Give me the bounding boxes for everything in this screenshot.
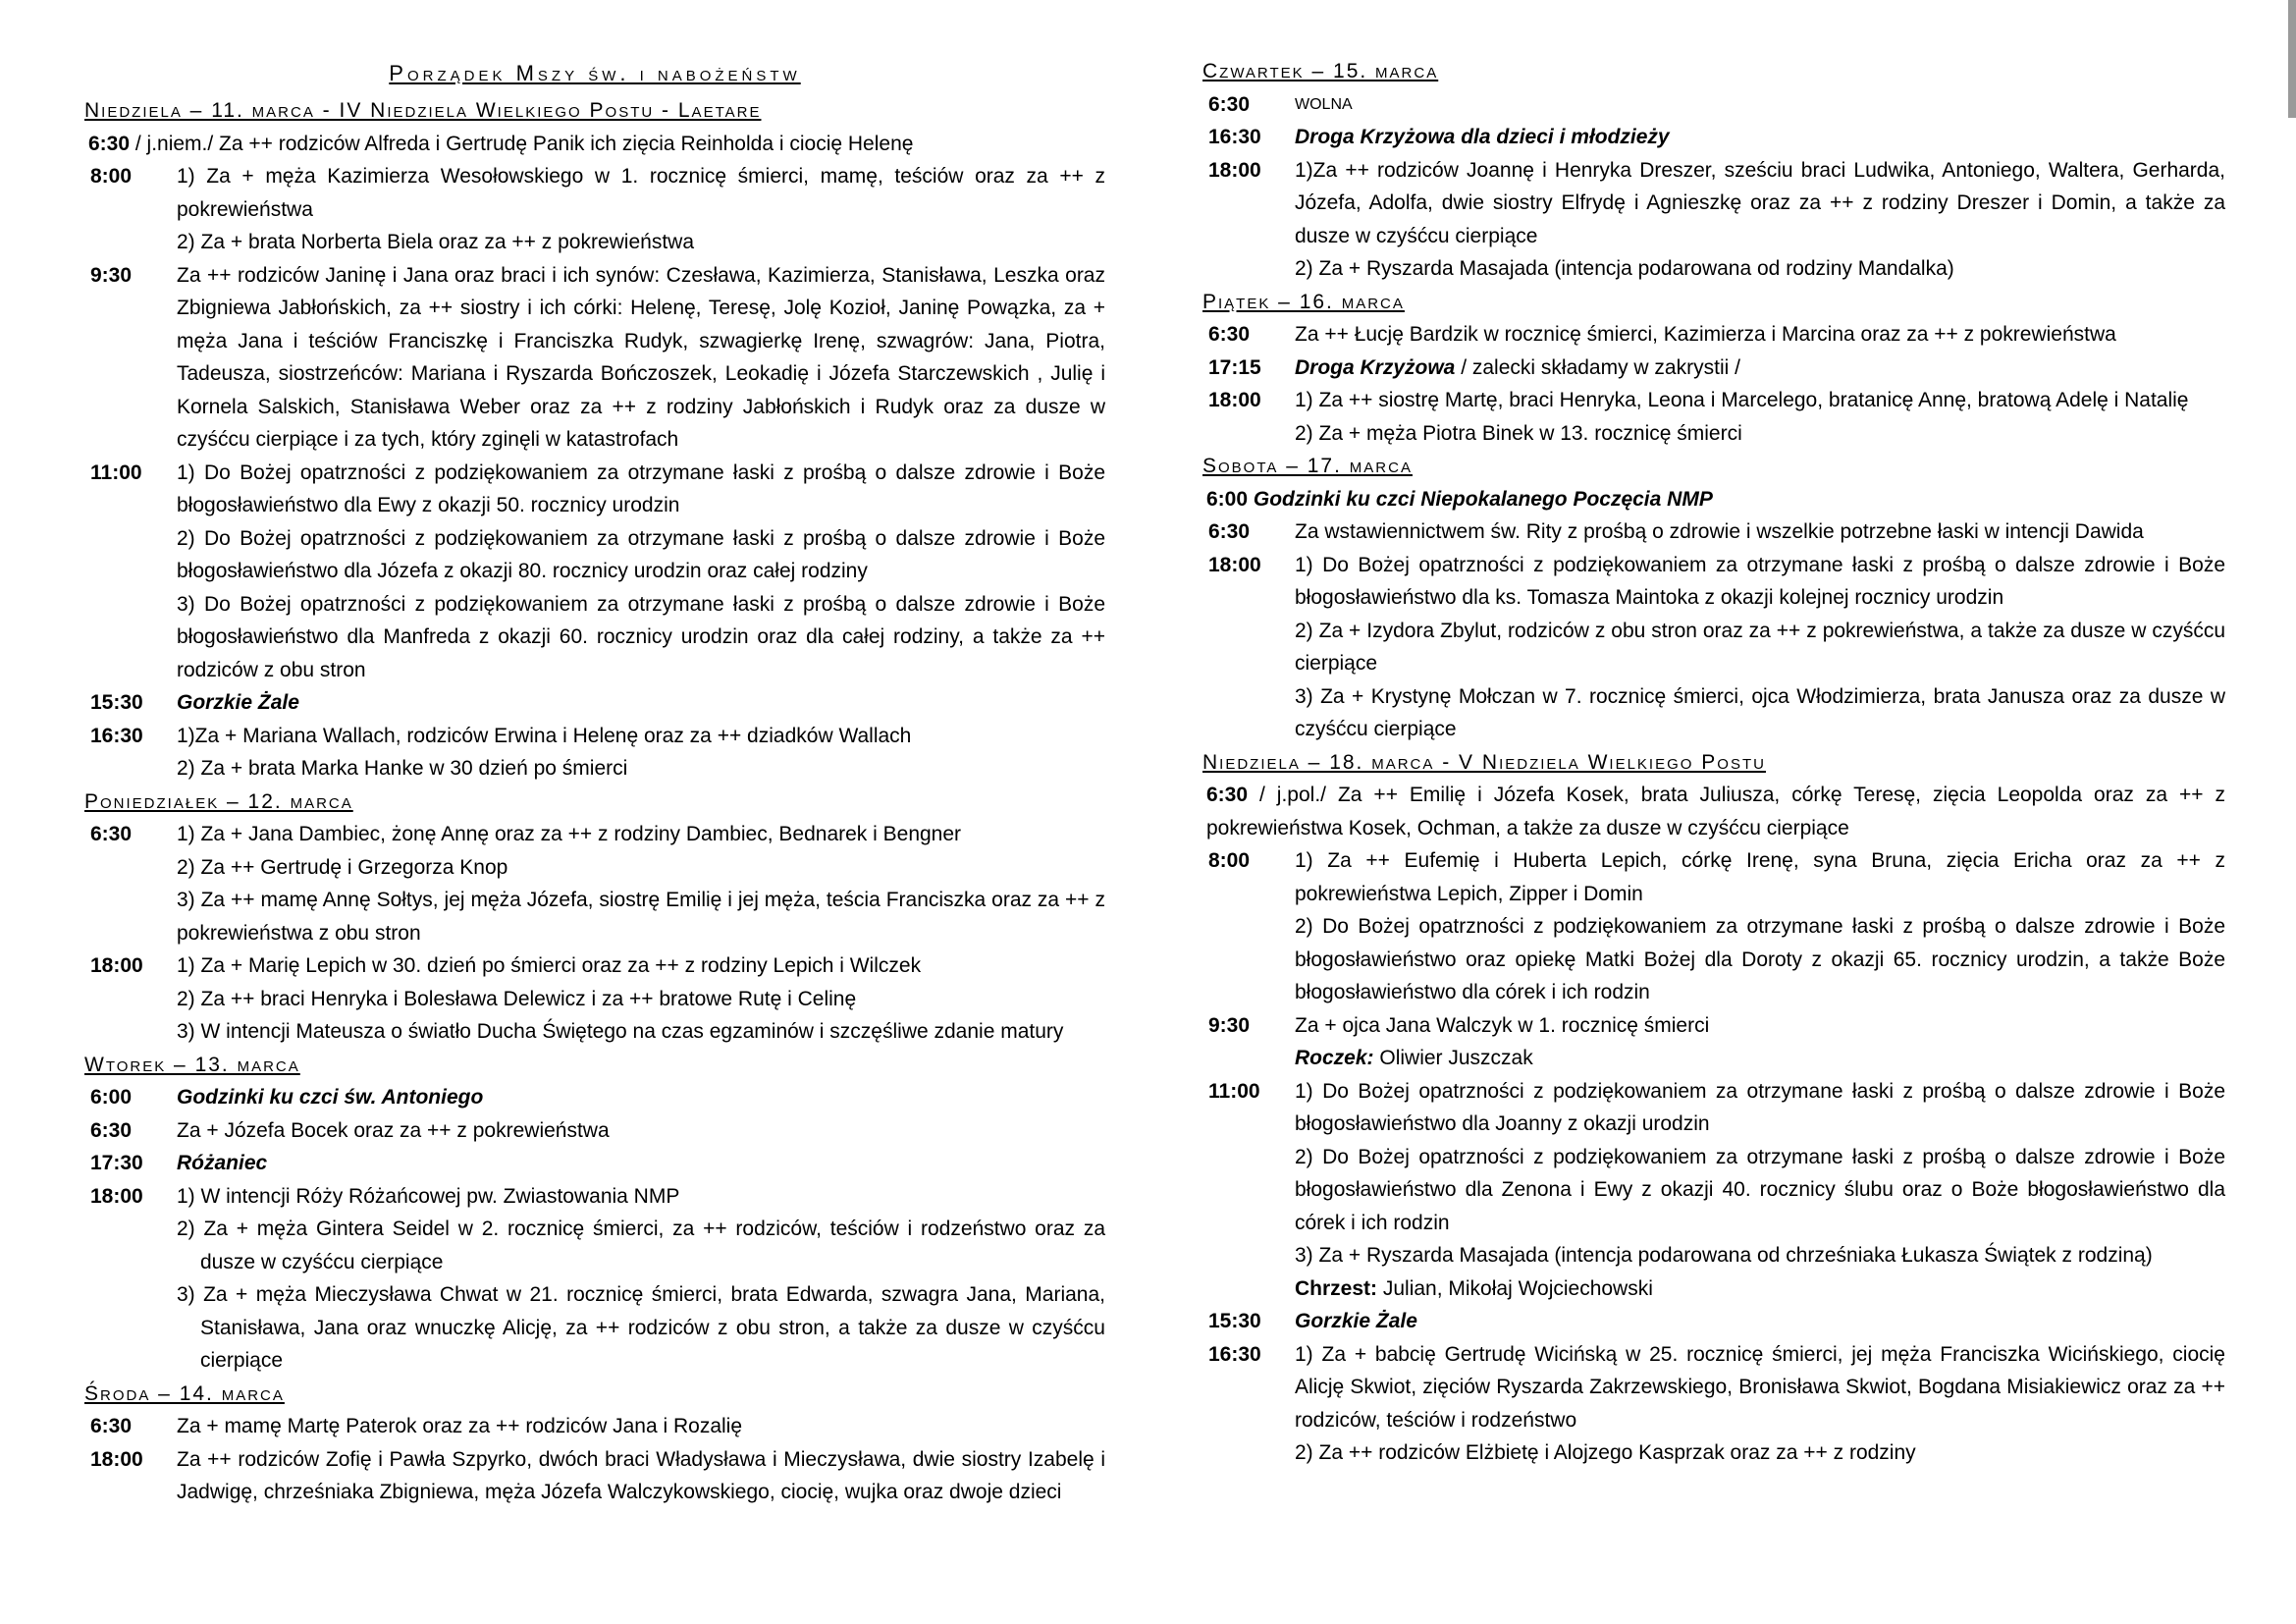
mass-row: [1202, 1338, 2225, 1470]
mass-entries: [177, 949, 1105, 1049]
mass-time: 6:30: [1208, 323, 1251, 346]
service-name: Godzinki ku czci Niepokalanego Poczęcia NMP: [1248, 487, 1713, 511]
sections-container: [1202, 55, 2225, 1470]
service-name: Różaniec: [177, 1152, 268, 1174]
mass-entries: [177, 818, 1105, 949]
mass-row: [1202, 121, 2225, 154]
mass-time: 18:00: [1208, 389, 1261, 411]
mass-entries: [177, 457, 1105, 687]
day-heading: Wtorek – 13. marca: [84, 1053, 300, 1076]
mass-entries: [177, 1410, 1105, 1443]
mass-row: [84, 818, 1105, 949]
service-line: [177, 1081, 1105, 1114]
mass-time: 18:00: [1208, 158, 1261, 182]
mass-entries: [1295, 515, 2225, 549]
mass-row: [84, 160, 1105, 259]
mass-intention: 2) Do Bożej opatrzności z podziękowaniem za otrzymane łaski z prośbą o dalsze zdrowie i Boże błogosławieństwo dla Józefa z okazji 80. rocznicy urodzin oraz całej rodziny: [177, 526, 1105, 582]
mass-intention: 1) Za ++ Eufemię i Huberta Lepich, córkę Irenę, syna Bruna, zięcia Ericha oraz za ++ z pokrewieństwa Lepich, Zipper i Domin: [1295, 849, 2225, 905]
mass-intention: Za wstawiennictwem św. Rity z prośbą o zdrowie i wszelkie potrzebne łaski w intencji Dawida: [1295, 520, 2144, 543]
mass-time: 18:00: [90, 1184, 143, 1208]
extra-label: Roczek:: [1295, 1047, 1374, 1069]
service-name: Gorzkie Żale: [1295, 1310, 1417, 1332]
mass-intention: 1)Za ++ rodziców Joannę i Henryka Dreszer, sześciu braci Ludwika, Antoniego, Waltera, Gerharda, Józefa, Adolfa, dwie siostry Elfrydę i Agnieszkę oraz za ++ z rodziny Dreszer i Domin, a także za dusze w czyśćcu cierpiące: [1295, 158, 2225, 247]
mass-intention: Za + ojca Jana Walczyk w 1. rocznicę śmierci: [1295, 1013, 1710, 1037]
mass-entries: [1295, 1305, 2225, 1338]
mass-time: 18:00: [90, 954, 143, 977]
mass-time: 18:00: [90, 1447, 143, 1471]
mass-intention: / j.pol./ Za ++ Emilię i Józefa Kosek, brata Juliusza, córkę Teresę, zięcia Leopolda oraz za ++ z pokrewieństwa Kosek, Ochman, a także za dusze w czyśćcu cierpiące: [1206, 784, 2225, 839]
mass-time: 17:15: [1208, 355, 1261, 379]
mass-intention: 1) Za ++ siostrę Martę, braci Henryka, Leona i Marcelego, bratanicę Annę, bratową Adelę i Natalię: [1295, 389, 2189, 411]
mass-time: 6:30: [90, 823, 133, 845]
mass-intention: 1) Do Bożej opatrzności z podziękowaniem za otrzymane łaski z prośbą o dalsze zdrowie i Boże błogosławieństwo dla ks. Tomasza Maintoka z okazji kolejnej rocznicy urodzin: [1295, 553, 2225, 609]
mass-intention: 3) W intencji Mateusza o światło Ducha Świętego na czas egzaminów i szczęśliwe zdanie matury: [177, 1020, 1064, 1043]
mass-row: [1202, 549, 2225, 746]
mass-intention: 2) Za + Izydora Zbylut, rodziców z obu stron oraz za ++ z pokrewieństwa, a także za dusze w czyśćcu cierpiące: [1295, 619, 2225, 675]
mass-row: [1202, 318, 2225, 352]
extra-line: [1295, 1042, 2225, 1075]
mass-intention: Za ++ Łucję Bardzik w rocznicę śmierci, Kazimierza i Marcina oraz za ++ z pokrewieństwa: [1295, 323, 2116, 346]
mass-entries: [177, 1114, 1105, 1148]
mass-intention: 2) Do Bożej opatrzności z podziękowaniem za otrzymane łaski z prośbą o dalsze zdrowie i Boże błogosławieństwo oraz opiekę Matki Bożej dla Doroty z okazji 65. rocznicy urodzin, a także Boże błogosławieństwo dla córek i ich rodzin: [1295, 915, 2225, 1003]
mass-entries: [1295, 384, 2225, 450]
mass-time: 11:00: [90, 460, 142, 484]
mass-entries: [1295, 121, 2225, 154]
mass-time: 9:30: [1208, 1013, 1251, 1037]
sections-container: [84, 94, 1105, 1509]
extra-line: [1295, 1272, 2225, 1306]
mass-time: 9:30: [90, 263, 133, 287]
mass-row: [84, 259, 1105, 457]
mass-intention: Za + mamę Martę Paterok oraz za ++ rodziców Jana i Rozalię: [177, 1415, 743, 1437]
mass-entries: [177, 720, 1105, 785]
mass-intention: 2) Za + męża Gintera Seidel w 2. rocznicę śmierci, za ++ rodziców, teściów i rodzeństwo oraz za dusze w czyśćcu cierpiące: [177, 1218, 1105, 1273]
mass-intention: 1) W intencji Róży Różańcowej pw. Zwiastowania NMP: [177, 1184, 680, 1208]
mass-intention: 3) Za + męża Mieczysława Chwat w 21. rocznicę śmierci, brata Edwarda, szwagra Jana, Mariana, Stanisława, Jana oraz wnuczkę Alicję, za ++ rodziców z obu stron, a także za dusze w czyśćcu cierpiące: [177, 1283, 1105, 1372]
mass-time: 17:30: [90, 1152, 143, 1174]
mass-row: [84, 1147, 1105, 1180]
left-column: [84, 0, 1105, 1509]
mass-intention: / j.niem./ Za ++ rodziców Alfreda i Gertrudę Panik ich zięcia Reinholda i ciocię Helenę: [130, 132, 914, 155]
day-heading: Środa – 14. marca: [84, 1381, 285, 1405]
mass-intention: 1) Za + męża Kazimierza Wesołowskiego w 1. rocznicę śmierci, mamę, teściów oraz za ++ z pokrewieństwa: [177, 165, 1105, 221]
mass-time: 6:00: [90, 1086, 133, 1109]
mass-entries: [177, 1443, 1105, 1509]
mass-row: [84, 720, 1105, 785]
mass-row: [84, 1081, 1105, 1114]
mass-entries: [1295, 1009, 2225, 1075]
mass-row: [1202, 352, 2225, 385]
service-note: / zalecki składamy w zakrystii /: [1455, 355, 1740, 379]
service-name: Droga Krzyżowa: [1295, 355, 1456, 379]
mass-time: 16:30: [90, 724, 143, 747]
mass-row: [1202, 384, 2225, 450]
mass-intention: Za ++ rodziców Janinę i Jana oraz braci i ich synów: Czesława, Kazimierza, Stanisława, Leszka oraz Zbigniewa Jabłońskich, za ++ siostry i ich córki: Helenę, Teresę, Jolę Kozioł, Janinę Powązka, za + męża Jana i teściów Franciszkę i Franciszka Rudyk, szwagierkę Irenę, szwagrów: Jana, Piotra, Tadeusza, siostrzeńców: Mariana i Ryszarda Bończoszek, Leokadię i Józefa Starczewskich , Julię i Kornela Salskich, Stanisława Weber oraz za ++ z rodziny Jabłońskich i Rudyk oraz za dusze w czyśćcu cierpiące i za tych, który zginęli w katastrofach: [177, 263, 1105, 451]
mass-entries: [1295, 844, 2225, 1009]
mass-row: [84, 949, 1105, 1049]
mass-row: [1202, 483, 2225, 516]
mass-time: 16:30: [1208, 1342, 1261, 1366]
mass-row: [84, 128, 1105, 161]
top-spacer: [1202, 0, 2225, 55]
mass-time: 6:30: [1206, 784, 1249, 806]
mass-entries: [177, 1081, 1105, 1114]
service-line: [177, 1147, 1105, 1180]
mass-time: 6:30: [1208, 92, 1251, 116]
mass-row: [84, 1410, 1105, 1443]
mass-intention: 3) Za + Ryszarda Masajada (intencja podarowana od chrześniaka Łukasza Świątek z rodziną): [1295, 1244, 2153, 1267]
mass-intention: 2) Za + brata Norberta Biela oraz za ++ z pokrewieństwa: [177, 231, 695, 253]
mass-entries: [177, 259, 1105, 457]
mass-intention: 3) Do Bożej opatrzności z podziękowaniem za otrzymane łaski z prośbą o dalsze zdrowie i Boże błogosławieństwo dla Manfreda z okazji 60. rocznicy urodzin oraz dla całej rodziny, a także za ++ rodziców z obu stron: [177, 592, 1105, 681]
mass-time: 6:30: [90, 1415, 133, 1437]
service-line: [1295, 121, 2225, 154]
mass-entries: [1295, 1338, 2225, 1470]
mass-time: 8:00: [90, 165, 133, 188]
mass-time: 6:00: [1206, 487, 1249, 511]
right-column: [1202, 0, 2225, 1470]
mass-row: [84, 457, 1105, 687]
mass-row: [1202, 1009, 2225, 1075]
day-heading: Niedziela – 18. marca - V Niedziela Wielkiego Postu: [1202, 750, 1766, 774]
day-heading: Poniedziałek – 12. marca: [84, 789, 353, 813]
mass-intention: 2) Za ++ rodziców Elżbietę i Alojzego Kasprzak oraz za ++ z rodziny: [1295, 1441, 1916, 1464]
page-title: Porządek Mszy św. i nabożeństw: [389, 61, 801, 85]
mass-entries: [177, 1147, 1105, 1180]
mass-row: [1202, 1075, 2225, 1306]
mass-row: [1202, 154, 2225, 286]
mass-row: [84, 686, 1105, 720]
mass-entries: [177, 686, 1105, 720]
mass-entries: [1295, 549, 2225, 746]
mass-intention: Za + Józefa Bocek oraz za ++ z pokrewieństwa: [177, 1118, 610, 1142]
mass-entries: [177, 160, 1105, 259]
mass-time: 15:30: [90, 691, 143, 714]
scrollbar[interactable]: [2288, 0, 2296, 118]
extra-text: Julian, Mikołaj Wojciechowski: [1377, 1276, 1653, 1300]
mass-intention: 2) Za + Ryszarda Masajada (intencja podarowana od rodziny Mandalka): [1295, 257, 1954, 280]
mass-time: 6:30: [1208, 520, 1251, 543]
service-name: Gorzkie Żale: [177, 691, 299, 714]
service-name: Droga Krzyżowa dla dzieci i młodzieży: [1295, 126, 1670, 148]
mass-row: [1202, 779, 2225, 844]
mass-intention: 1)Za + Mariana Wallach, rodziców Erwina i Helenę oraz za ++ dziadków Wallach: [177, 724, 912, 747]
extra-label: Chrzest:: [1295, 1276, 1378, 1300]
mass-note: WOLNA: [1295, 95, 1353, 113]
mass-row: [1202, 88, 2225, 122]
mass-intention: 2) Za ++ braci Henryka i Bolesława Delewicz i za ++ bratowe Rutę i Celinę: [177, 987, 857, 1010]
service-name: Godzinki ku czci św. Antoniego: [177, 1086, 484, 1109]
day-heading: Niedziela – 11. marca - IV Niedziela Wielkiego Postu - Laetare: [84, 99, 762, 122]
mass-intention: 2) Za + brata Marka Hanke w 30 dzień po śmierci: [177, 757, 628, 780]
mass-entries: [1295, 88, 2225, 122]
mass-time: 6:30: [90, 1118, 133, 1142]
mass-intention: 1) Za + Marię Lepich w 30. dzień po śmierci oraz za ++ z rodziny Lepich i Wilczek: [177, 954, 922, 977]
mass-intention: 3) Za ++ mamę Annę Sołtys, jej męża Józefa, siostrę Emilię i jej męża, teścia Franciszka oraz za ++ z pokrewieństwa z obu stron: [177, 889, 1105, 945]
service-line: [1295, 352, 2225, 385]
mass-entries: [1295, 352, 2225, 385]
day-heading: Sobota – 17. marca: [1202, 455, 1413, 477]
day-heading: Czwartek – 15. marca: [1202, 60, 1439, 82]
mass-time: 6:30: [88, 132, 131, 155]
mass-time: 15:30: [1208, 1310, 1261, 1332]
mass-intention: 3) Za + Krystynę Mołczan w 7. rocznicę śmierci, ojca Włodzimierza, brata Janusza oraz za dusze w czyśćcu cierpiące: [1295, 684, 2225, 740]
mass-intention: 2) Za ++ Gertrudę i Grzegorza Knop: [177, 855, 508, 879]
service-line: [1295, 1305, 2225, 1338]
mass-row: [1202, 844, 2225, 1009]
mass-entries: [1295, 318, 2225, 352]
service-line: [177, 686, 1105, 720]
mass-time: 11:00: [1208, 1079, 1260, 1103]
mass-entries: [1295, 154, 2225, 286]
mass-entries: [1295, 1075, 2225, 1306]
mass-intention: 1) Za + babcię Gertrudę Wicińską w 25. rocznicę śmierci, jej męża Franciszka Wicińskiego, ciocię Alicję Skwiot, zięciów Ryszarda Zakrzewskiego, Bronisława Skwiot, Bogdana Misiakiewicz oraz za ++ rodziców, teściów i rodzeństwo: [1295, 1342, 2225, 1432]
mass-row: [84, 1114, 1105, 1148]
mass-time: 8:00: [1208, 849, 1251, 872]
mass-time: 16:30: [1208, 126, 1261, 148]
mass-intention: 1) Do Bożej opatrzności z podziękowaniem za otrzymane łaski z prośbą o dalsze zdrowie i Boże błogosławieństwo dla Ewy z okazji 50. rocznicy urodzin: [177, 460, 1105, 516]
mass-intention: 2) Za + męża Piotra Binek w 13. rocznicę śmierci: [1295, 421, 1742, 445]
mass-intention: 1) Do Bożej opatrzności z podziękowaniem za otrzymane łaski z prośbą o dalsze zdrowie i Boże błogosławieństwo dla Joanny z okazji urodzin: [1295, 1079, 2225, 1135]
mass-row: [1202, 515, 2225, 549]
mass-time: 18:00: [1208, 553, 1261, 576]
mass-intention: Za ++ rodziców Zofię i Pawła Szpyrko, dwóch braci Władysława i Mieczysława, dwie siostry Izabelę i Jadwigę, chrześniaka Zbigniewa, męża Józefa Walczykowskiego, ciocię, wujka oraz dwoje dzieci: [177, 1447, 1105, 1503]
mass-intention: 2) Do Bożej opatrzności z podziękowaniem za otrzymane łaski z prośbą o dalsze zdrowie i Boże błogosławieństwo dla Zenona i Ewy z okazji 40. rocznicy ślubu oraz o Boże błogosławieństwo dla córek i ich rodzin: [1295, 1145, 2225, 1234]
mass-row: [1202, 1305, 2225, 1338]
mass-row: [84, 1443, 1105, 1509]
mass-intention: 1) Za + Jana Dambiec, żonę Annę oraz za ++ z rodziny Dambiec, Bednarek i Bengner: [177, 823, 962, 845]
mass-row: [84, 1180, 1105, 1378]
day-heading: Piątek – 16. marca: [1202, 290, 1405, 313]
mass-entries: [177, 1180, 1105, 1378]
extra-text: Oliwier Juszczak: [1373, 1047, 1533, 1069]
